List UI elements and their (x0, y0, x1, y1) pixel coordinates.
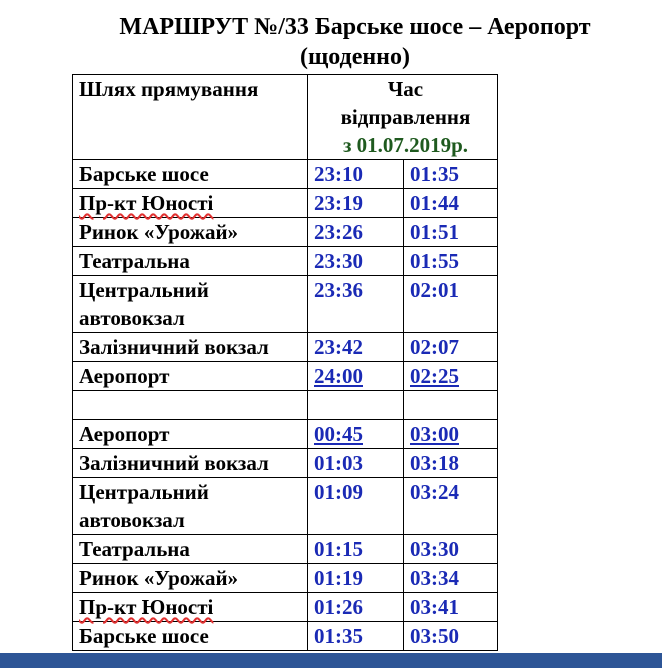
page-title (40, 12, 662, 72)
schedule-table (72, 74, 498, 651)
stop-cell: Центральний автовокзал (73, 478, 308, 535)
header-row (73, 75, 498, 160)
table-row (73, 160, 498, 189)
header-time-line-2: відправлення (340, 105, 471, 129)
time-cell: 01:09 (308, 478, 404, 535)
bottom-bar (0, 653, 662, 668)
empty-cell (404, 391, 498, 420)
time-link[interactable]: 00:45 (314, 422, 363, 446)
table-row (73, 420, 498, 449)
time-cell: 03:34 (404, 564, 498, 593)
empty-cell (308, 391, 404, 420)
stop-cell: Залізничний вокзал (73, 333, 308, 362)
time-cell: 23:10 (308, 160, 404, 189)
empty-cell (73, 391, 308, 420)
stop-cell (73, 593, 308, 622)
stop-cell: Центральний автовокзал (73, 276, 308, 333)
spacer-row (73, 391, 498, 420)
time-link[interactable]: 24:00 (314, 364, 363, 388)
time-cell: 01:26 (308, 593, 404, 622)
table-row (73, 218, 498, 247)
time-cell (404, 362, 498, 391)
time-cell (308, 420, 404, 449)
time-cell: 23:42 (308, 333, 404, 362)
time-cell (404, 420, 498, 449)
stop-cell: Ринок «Урожай» (73, 218, 308, 247)
table-row (73, 593, 498, 622)
time-cell: 01:35 (404, 160, 498, 189)
time-cell: 02:07 (404, 333, 498, 362)
time-cell: 01:15 (308, 535, 404, 564)
table-row (73, 535, 498, 564)
header-time-since: з 01.07.2019р. (342, 133, 469, 157)
stop-text: Пр-кт Юності (79, 595, 214, 619)
time-cell: 03:18 (404, 449, 498, 478)
table-row (73, 333, 498, 362)
time-link[interactable]: 03:00 (410, 422, 459, 446)
table-row (73, 564, 498, 593)
table-row (73, 247, 498, 276)
time-cell: 03:30 (404, 535, 498, 564)
stop-cell: Барське шосе (73, 622, 308, 651)
time-cell: 03:24 (404, 478, 498, 535)
time-cell: 01:51 (404, 218, 498, 247)
table-row (73, 449, 498, 478)
time-cell: 23:30 (308, 247, 404, 276)
title-line-1: МАРШРУТ №/33 Барське шосе – Аеропорт (119, 14, 591, 40)
stop-cell: Ринок «Урожай» (73, 564, 308, 593)
header-time-line-1: Час (387, 77, 424, 101)
time-cell: 01:55 (404, 247, 498, 276)
stop-cell: Аеропорт (73, 362, 308, 391)
time-cell: 02:01 (404, 276, 498, 333)
stop-cell: Аеропорт (73, 420, 308, 449)
table-row (73, 362, 498, 391)
stop-text: Пр-кт Юності (79, 191, 214, 215)
time-cell: 03:41 (404, 593, 498, 622)
time-cell: 01:19 (308, 564, 404, 593)
table-row (73, 478, 498, 535)
table-row (73, 622, 498, 651)
time-cell (308, 362, 404, 391)
stop-cell: Театральна (73, 535, 308, 564)
table-row (73, 276, 498, 333)
stop-cell: Барське шосе (73, 160, 308, 189)
stop-cell (73, 189, 308, 218)
header-route-cell: Шлях прямування (73, 75, 308, 160)
time-cell: 23:36 (308, 276, 404, 333)
time-cell: 03:50 (404, 622, 498, 651)
time-cell: 23:26 (308, 218, 404, 247)
time-cell: 23:19 (308, 189, 404, 218)
time-cell: 01:44 (404, 189, 498, 218)
title-line-2: (щоденно) (299, 44, 410, 70)
time-cell: 01:03 (308, 449, 404, 478)
header-time-cell (308, 75, 498, 160)
table-row (73, 189, 498, 218)
stop-cell: Театральна (73, 247, 308, 276)
time-link[interactable]: 02:25 (410, 364, 459, 388)
time-cell: 01:35 (308, 622, 404, 651)
stop-cell: Залізничний вокзал (73, 449, 308, 478)
